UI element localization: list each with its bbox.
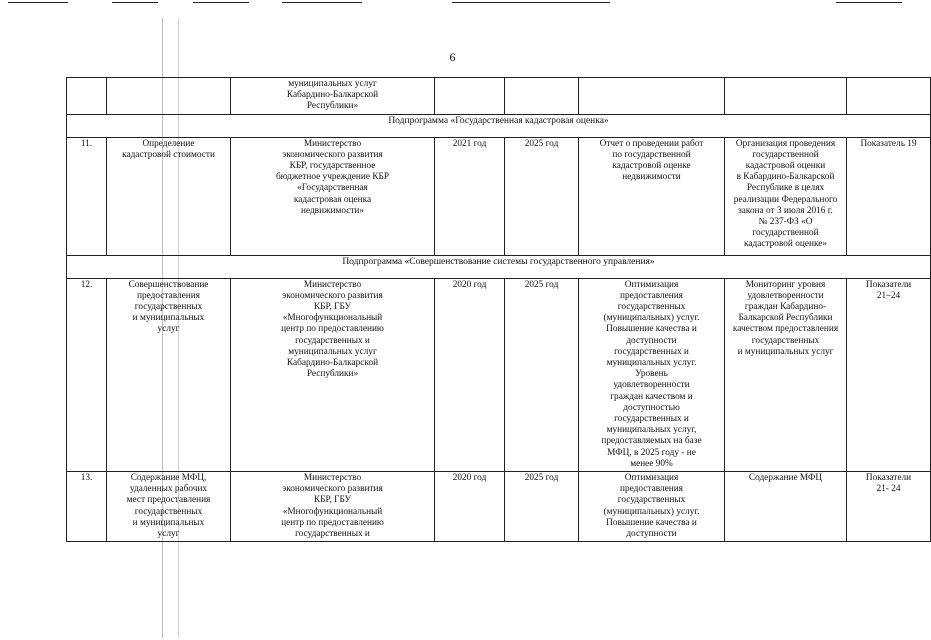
program-table	[66, 77, 931, 542]
table-row-11	[67, 137, 931, 255]
table-row-12	[67, 278, 931, 471]
scan-top-line-5	[452, 2, 610, 3]
scan-top-line-4	[282, 2, 362, 3]
cell-end: 2025 год	[505, 472, 579, 542]
cell-executor: Министерство экономического развития КБР, ГБУ «Многофункциональный центр по предоставлению государственных и	[231, 472, 435, 542]
cell-event: Совершенствование предоставления государственных и муниципальных услуг	[107, 278, 231, 471]
scan-top-line-2	[112, 2, 158, 3]
cell-executor: Министерство экономического развития КБР, государственное бюджетное учреждение КБР «Государственная кадастровая оценка недвижимости»	[231, 137, 435, 255]
cell-executor: муниципальных услуг Кабардино-Балкарской Республики»	[231, 78, 435, 115]
cell-start: 2021 год	[435, 137, 505, 255]
table-row-13	[67, 472, 931, 542]
table-row-continuation	[67, 78, 931, 115]
cell-result: Оптимизация предоставления государственных (муниципальных) услуг. Повышение качества и доступности государственных и муниципальных услуг. Уровень удовлетворенности граждан качеством и доступностью государственных и муниципальных услуг, предоставляемых на базе МФЦ, в 2025 году - не менее 90%	[579, 278, 725, 471]
cell-event: Определение кадастровой стоимости	[107, 137, 231, 255]
cell-num	[67, 78, 107, 115]
subprogram-row	[67, 255, 931, 278]
cell-executor: Министерство экономического развития КБР, ГБУ «Многофункциональный центр по предоставлению государственных и муниципальных услуг Кабардино-Балкарской Республики»	[231, 278, 435, 471]
subprogram-row	[67, 114, 931, 137]
cell-result: Оптимизация предоставления государственных (муниципальных) услуг. Повышение качества и доступности	[579, 472, 725, 542]
cell-indicator: Показатели 21–24	[847, 278, 931, 471]
cell-num: 13.	[67, 472, 107, 542]
cell-event	[107, 78, 231, 115]
cell-content	[725, 78, 847, 115]
cell-content: Содержание МФЦ	[725, 472, 847, 542]
page-number: 6	[449, 50, 456, 64]
scan-top-line-1	[8, 2, 68, 3]
cell-result: Отчет о проведении работ по государственной кадастровой оценке недвижимости	[579, 137, 725, 255]
scan-top-line-6	[836, 2, 902, 3]
cell-content: Мониторинг уровня удовлетворенности граждан Кабардино- Балкарской Республики качеством предоставления государственных и муниципальных услуг	[725, 278, 847, 471]
cell-indicator: Показатели 21- 24	[847, 472, 931, 542]
cell-num: 11.	[67, 137, 107, 255]
cell-end: 2025 год	[505, 278, 579, 471]
cell-start: 2020 год	[435, 472, 505, 542]
cell-indicator: Показатель 19	[847, 137, 931, 255]
cell-num: 12.	[67, 278, 107, 471]
cell-indicator	[847, 78, 931, 115]
scan-top-line-3	[193, 2, 249, 3]
cell-start	[435, 78, 505, 115]
cell-end: 2025 год	[505, 137, 579, 255]
cell-event: Содержание МФЦ, удаленных рабочих мест предоставления государственных и муниципальных услуг	[107, 472, 231, 542]
cell-result	[579, 78, 725, 115]
subprogram-title: Подпрограмма «Государственная кадастровая оценка»	[67, 114, 931, 137]
subprogram-title: Подпрограмма «Совершенствование системы государственного управления»	[67, 255, 931, 278]
cell-end	[505, 78, 579, 115]
cell-start: 2020 год	[435, 278, 505, 471]
cell-content: Организация проведения государственной кадастровой оценки в Кабардино-Балкарской Республике в целях реализации Федерального закона от 3 июля 2016 г. № 237-ФЗ «О государственной кадастровой оценке»	[725, 137, 847, 255]
